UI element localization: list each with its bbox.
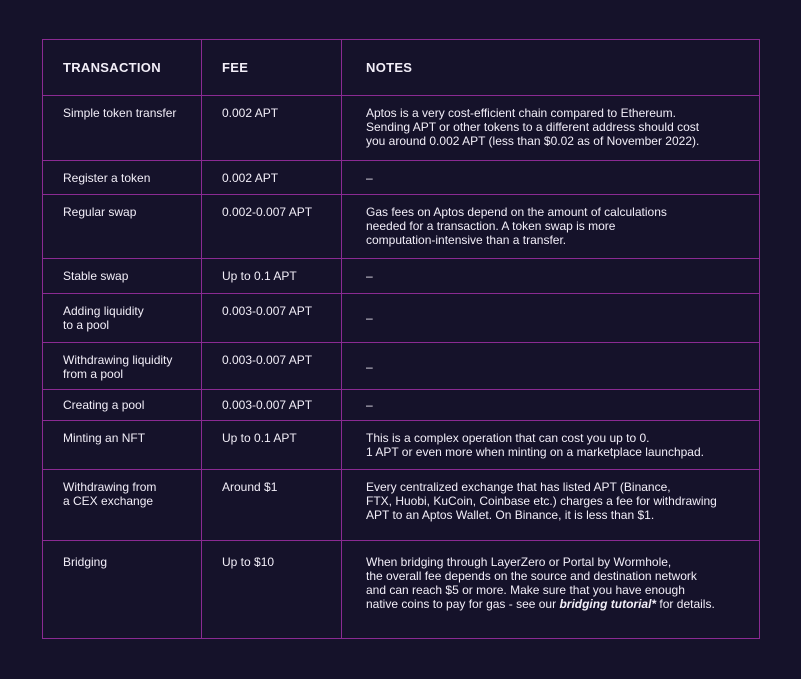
transaction-cell: Stable swap xyxy=(43,259,202,294)
table-row xyxy=(43,343,760,390)
transaction-cell: Regular swap xyxy=(43,195,202,259)
transaction-cell: Simple token transfer xyxy=(43,96,202,161)
fee-cell: Up to 0.1 APT xyxy=(202,259,342,294)
fee-cell: 0.003-0.007 APT xyxy=(202,294,342,343)
notes-cell: – xyxy=(342,259,760,294)
notes-cell: – xyxy=(342,390,760,421)
notes-cell: – xyxy=(342,294,760,343)
transaction-cell: Minting an NFT xyxy=(43,421,202,470)
notes-text: for details. xyxy=(656,597,715,611)
notes-cell: Gas fees on Aptos depend on the amount of calculations needed for a transaction. A token swap is more computation-intensive than a transfer. xyxy=(342,195,760,259)
fee-cell: 0.003-0.007 APT xyxy=(202,343,342,390)
table-row xyxy=(43,421,760,470)
header-transaction: TRANSACTION xyxy=(43,40,202,96)
table-row xyxy=(43,294,760,343)
table-row xyxy=(43,195,760,259)
bridging-tutorial-link[interactable]: bridging tutorial* xyxy=(559,597,657,611)
fee-cell: Up to $10 xyxy=(202,541,342,639)
transaction-cell: Adding liquidity to a pool xyxy=(43,294,202,343)
table-row xyxy=(43,390,760,421)
table-row xyxy=(43,470,760,541)
fee-cell: Up to 0.1 APT xyxy=(202,421,342,470)
notes-cell: Aptos is a very cost-efficient chain compared to Ethereum. Sending APT or other tokens to a different address should cost you around 0.002 APT (less than $0.02 as of November 2022). xyxy=(342,96,760,161)
notes-text: native coins to pay for gas - see our xyxy=(366,597,560,611)
fees-table xyxy=(42,39,760,639)
notes-cell: – xyxy=(342,343,760,390)
fee-cell: 0.002 APT xyxy=(202,96,342,161)
header-notes: NOTES xyxy=(342,40,760,96)
notes-cell: This is a complex operation that can cost you up to 0. 1 APT or even more when minting on a marketplace launchpad. xyxy=(342,421,760,470)
notes-cell: – xyxy=(342,161,760,195)
header-row xyxy=(43,40,760,96)
header-fee: FEE xyxy=(202,40,342,96)
transaction-cell: Withdrawing from a CEX exchange xyxy=(43,470,202,541)
notes-cell: When bridging through LayerZero or Portal by Wormhole, the overall fee depends on the source and destination network and can reach $5 or more. Make sure that you have enough native coins to pay for gas - see our bridging tutorial* for details. xyxy=(342,541,760,639)
table-row xyxy=(43,96,760,161)
notes-cell: Every centralized exchange that has listed APT (Binance, FTX, Huobi, KuCoin, Coinbase etc.) charges a fee for withdrawing APT to an Aptos Wallet. On Binance, it is less than $1. xyxy=(342,470,760,541)
fee-cell: 0.002-0.007 APT xyxy=(202,195,342,259)
transaction-cell: Creating a pool xyxy=(43,390,202,421)
transaction-cell: Withdrawing liquidity from a pool xyxy=(43,343,202,390)
transaction-cell: Bridging xyxy=(43,541,202,639)
table-row xyxy=(43,161,760,195)
fee-cell: Around $1 xyxy=(202,470,342,541)
table-row xyxy=(43,541,760,639)
fee-cell: 0.002 APT xyxy=(202,161,342,195)
transaction-cell: Register a token xyxy=(43,161,202,195)
fee-cell: 0.003-0.007 APT xyxy=(202,390,342,421)
table-row xyxy=(43,259,760,294)
